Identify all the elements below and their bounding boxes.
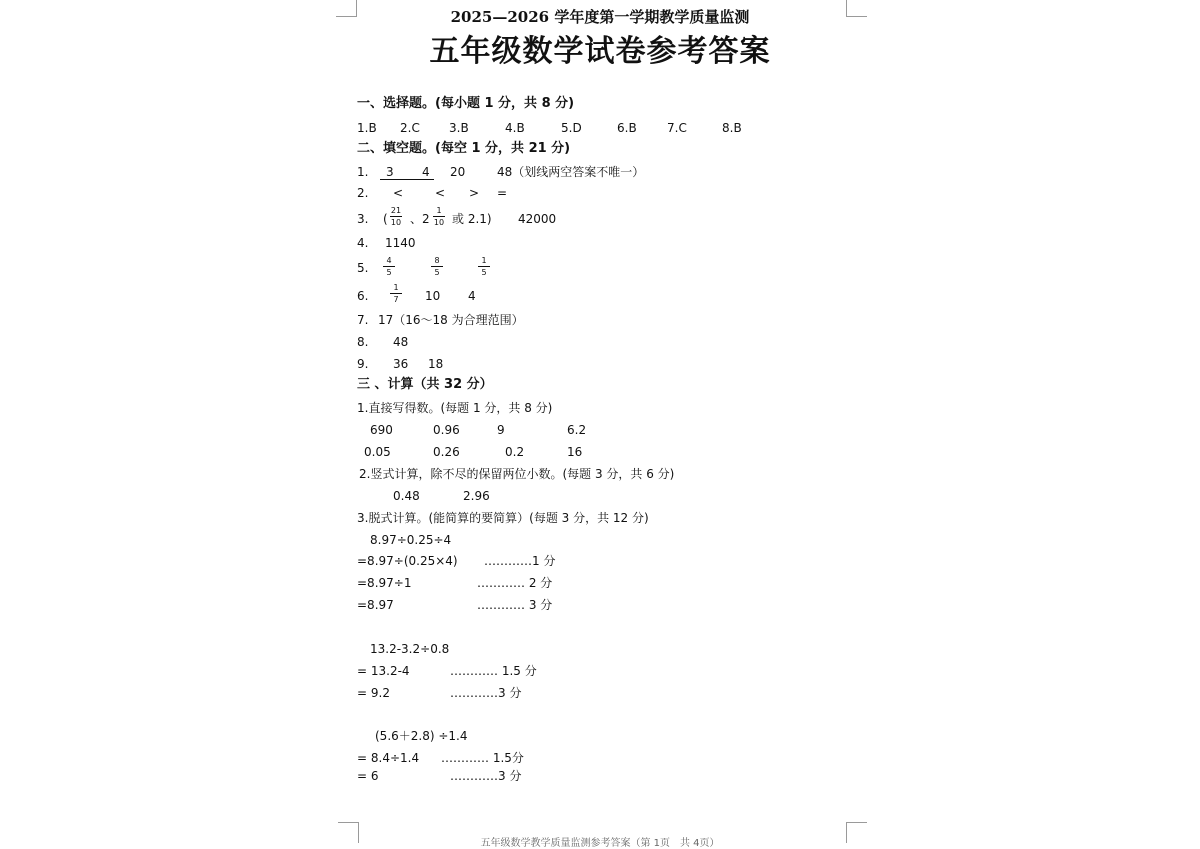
- expr3-step1: = 8.4÷1.4: [357, 751, 420, 765]
- calc-part1-r1-3: 9: [497, 423, 505, 437]
- calc-part1-r1-4: 6.2: [567, 423, 587, 437]
- fraction-bar: [383, 266, 395, 267]
- fraction-bar: [431, 266, 443, 267]
- fraction-numerator: 8: [434, 256, 440, 265]
- choice-answer-5: 5.D: [561, 121, 582, 135]
- fill-q6-number: 6.: [357, 289, 369, 303]
- fill-q9-number: 9.: [357, 357, 369, 371]
- fraction-bar: [390, 293, 402, 294]
- fill-q7-number: 7.: [357, 313, 369, 327]
- calc-part2-answer-1: 0.48: [393, 489, 420, 503]
- fill-q2-answer-a: <: [393, 186, 404, 200]
- fill-q4-number: 4.: [357, 236, 369, 250]
- calc-part1-r1-1: 690: [370, 423, 393, 437]
- fill-q1-answer-a: 3: [386, 165, 394, 179]
- choice-answer-8: 8.B: [722, 121, 742, 135]
- fraction-denominator: 5: [434, 268, 440, 277]
- fill-q7-answer: 17（16～18 为合理范围）: [378, 313, 524, 327]
- fill-q1-answer-b: 4: [422, 165, 430, 179]
- fill-q6-fraction: [390, 283, 402, 304]
- choice-answer-6: 6.B: [617, 121, 637, 135]
- fill-q8-number: 8.: [357, 335, 369, 349]
- fill-q1-answer-d: 48（划线两空答案不唯一）: [497, 165, 645, 179]
- fill-q3-separator: 、2: [410, 212, 430, 226]
- calc-part1-r2-4: 16: [567, 445, 583, 459]
- choice-answer-2: 2.C: [400, 121, 420, 135]
- calc-part2-answer-2: 2.96: [463, 489, 490, 503]
- expr1-step1: =8.97÷(0.25×4): [357, 554, 458, 568]
- calc-part2-title: 2.竖式计算，除不尽的保留两位小数。(每题 3 分，共 6 分): [359, 467, 675, 481]
- expr2-step1: = 13.2-4: [357, 664, 410, 678]
- choice-answer-7: 7.C: [667, 121, 687, 135]
- section3-heading: 三 、计算（共 32 分）: [357, 377, 493, 392]
- expr3-points2: …………3 分: [450, 769, 522, 783]
- calc-part1-r2-2: 0.26: [433, 445, 460, 459]
- choice-answer-4: 4.B: [505, 121, 525, 135]
- expr2-step2: = 9.2: [357, 686, 390, 700]
- fill-q8-answer: 48: [393, 335, 409, 349]
- fraction-bar: [433, 216, 445, 217]
- expr2-question: 13.2-3.2÷0.8: [370, 642, 450, 656]
- calc-part1-r2-1: 0.05: [364, 445, 391, 459]
- page-footer: 五年级数学教学质量监测参考答案（第 1页 共 4页）: [480, 838, 720, 849]
- fraction-denominator: 10: [433, 218, 445, 227]
- section2-heading: 二、填空题。(每空 1 分，共 21 分): [357, 141, 571, 156]
- fill-q3-value: 42000: [518, 212, 557, 226]
- fill-q1-answer-c: 20: [450, 165, 466, 179]
- fill-q6-answer-b: 10: [425, 289, 441, 303]
- fraction-numerator: 1: [436, 206, 442, 215]
- choice-answer-3: 3.B: [449, 121, 469, 135]
- expr1-step3: =8.97: [357, 598, 394, 612]
- fill-q5-fraction-2: [431, 256, 443, 277]
- fill-q1-number: 1.: [357, 165, 369, 179]
- fraction-denominator: 7: [393, 295, 399, 304]
- fraction-numerator: 4: [386, 256, 392, 265]
- expr3-step2: = 6: [357, 769, 379, 783]
- fill-q9-answer-a: 36: [393, 357, 409, 371]
- fill-q2-answer-d: =: [497, 186, 508, 200]
- fraction-numerator: 1: [481, 256, 487, 265]
- expr1-points2: ………… 2 分: [477, 576, 553, 590]
- fraction-bar: [478, 266, 490, 267]
- calc-part1-title: 1.直接写得数。(每题 1 分，共 8 分): [357, 401, 553, 415]
- fill-q3-number: 3.: [357, 212, 369, 226]
- fill-q9-answer-b: 18: [428, 357, 444, 371]
- expr1-points1: …………1 分: [484, 554, 556, 568]
- expr3-points1: ………… 1.5分: [441, 751, 524, 765]
- fraction-numerator: 21: [390, 206, 402, 215]
- fill-q4-answer: 1140: [385, 236, 416, 250]
- fill-q6-answer-c: 4: [468, 289, 476, 303]
- calc-part1-r2-3: 0.2: [505, 445, 525, 459]
- calc-part3-title: 3.脱式计算。(能简算的要简算）(每题 3 分，共 12 分): [357, 511, 649, 525]
- fill-q2-answer-c: >: [469, 186, 480, 200]
- fraction-denominator: 10: [390, 218, 402, 227]
- fraction-numerator: 1: [393, 283, 399, 292]
- expr1-points3: ………… 3 分: [477, 598, 553, 612]
- calc-part1-r1-2: 0.96: [433, 423, 460, 437]
- choice-answer-1: 1.B: [357, 121, 377, 135]
- fraction-denominator: 5: [481, 268, 487, 277]
- fill-q3-fraction-1: [390, 206, 402, 227]
- expr1-step2: =8.97÷1: [357, 576, 412, 590]
- section1-heading: 一、选择题。(每小题 1 分，共 8 分): [357, 96, 575, 111]
- expr2-points2: …………3 分: [450, 686, 522, 700]
- fill-q3-open-paren: (: [383, 212, 388, 226]
- fill-q5-fraction-3: [478, 256, 490, 277]
- fraction-bar: [390, 216, 402, 217]
- expr3-question: (5.6＋2.8) ÷1.4: [375, 729, 468, 743]
- expr2-points1: ………… 1.5 分: [450, 664, 537, 678]
- fill-q3-fraction-2: [433, 206, 445, 227]
- fill-q3-rest: 或 2.1): [452, 212, 492, 226]
- fill-q2-number: 2.: [357, 186, 369, 200]
- fill-q5-fraction-1: [383, 256, 395, 277]
- exam-title-line1: 2025—2026 学年度第一学期教学质量监测: [450, 8, 750, 26]
- fill-q5-number: 5.: [357, 261, 369, 275]
- fill-q1-underline: [380, 179, 434, 180]
- expr1-question: 8.97÷0.25÷4: [370, 533, 452, 547]
- fraction-denominator: 5: [386, 268, 392, 277]
- fill-q2-answer-b: <: [435, 186, 446, 200]
- exam-title-line2: 五年级数学试卷参考答案: [429, 34, 771, 69]
